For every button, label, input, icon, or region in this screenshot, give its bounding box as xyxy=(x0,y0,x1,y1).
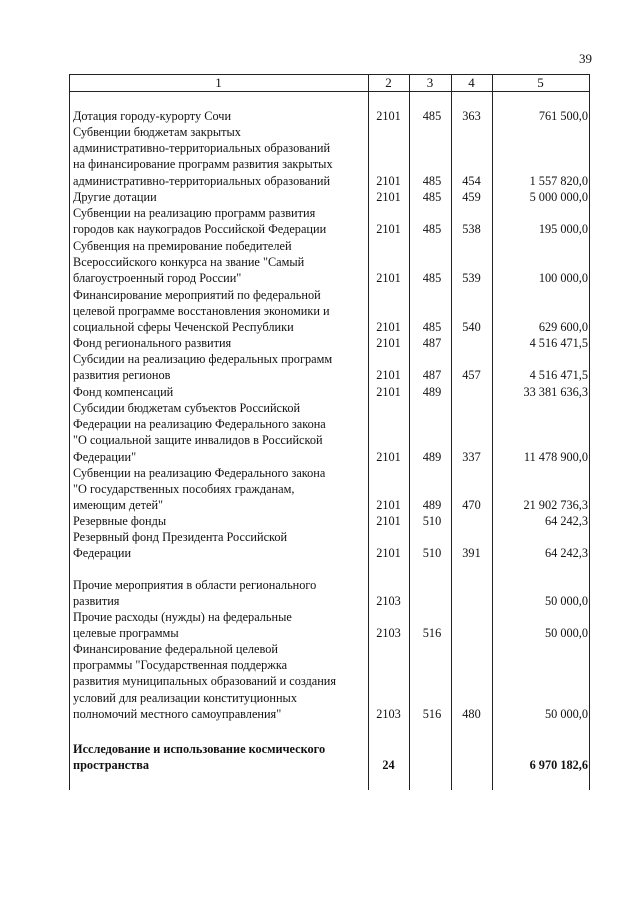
row-target-code: 485 xyxy=(422,108,442,123)
row-section-code: 24 xyxy=(382,758,395,773)
row-target-code: 485 xyxy=(422,271,442,286)
row-section-code: 2101 xyxy=(376,189,401,204)
row-section-code: 2101 xyxy=(376,498,401,513)
row-amount: 761 500,0 xyxy=(538,108,588,123)
row-description: Финансирование федеральной целевой программы "Государственная поддержка развития муниципальных образований и создания условий для реализации конституционных полномочий местного самоуправления" xyxy=(73,642,337,721)
row-expense-code: 539 xyxy=(462,271,481,286)
table-row xyxy=(0,529,640,561)
row-target-code: 489 xyxy=(422,449,442,464)
row-target-code: 485 xyxy=(422,222,442,237)
column-header-4: 4 xyxy=(468,75,475,90)
row-target-code: 487 xyxy=(422,335,442,350)
row-amount: 1 557 820,0 xyxy=(529,173,588,188)
row-target-code: 516 xyxy=(422,626,442,641)
row-section-code: 2101 xyxy=(376,513,401,528)
row-target-code: 510 xyxy=(422,513,442,528)
row-description: Резервные фонды xyxy=(73,514,167,528)
table-row xyxy=(0,351,640,383)
row-description: Прочие расходы (нужды) на федеральные целевые программы xyxy=(73,610,292,641)
row-expense-code: 470 xyxy=(462,498,481,513)
row-amount: 100 000,0 xyxy=(538,271,588,286)
row-target-code: 487 xyxy=(422,368,442,383)
row-amount: 629 600,0 xyxy=(538,320,588,335)
column-header-1: 1 xyxy=(215,75,222,90)
row-description: Исследование и использование космического пространства xyxy=(73,742,326,773)
table-row xyxy=(0,238,640,287)
row-target-code: 485 xyxy=(422,320,442,335)
column-header-2: 2 xyxy=(385,75,392,90)
row-target-code: 510 xyxy=(422,546,442,561)
row-section-code: 2101 xyxy=(376,320,401,335)
row-amount: 21 902 736,3 xyxy=(523,498,588,513)
row-amount: 50 000,0 xyxy=(544,594,588,609)
row-section-code: 2103 xyxy=(376,594,401,609)
row-description: Дотация городу-курорту Сочи xyxy=(73,109,232,123)
row-expense-code: 459 xyxy=(462,189,481,204)
row-description: Субсидии бюджетам субъектов Российской Федерации на реализацию Федерального закона "О социальной защите инвалидов в Российской Федерации" xyxy=(73,401,326,464)
row-section-code: 2103 xyxy=(376,706,401,721)
table-row xyxy=(0,205,640,237)
row-expense-code: 457 xyxy=(462,368,481,383)
row-target-code: 489 xyxy=(422,384,442,399)
row-expense-code: 363 xyxy=(462,108,481,123)
table-row xyxy=(0,108,640,124)
row-amount: 195 000,0 xyxy=(538,222,588,237)
row-section-code: 2101 xyxy=(376,271,401,286)
table-row xyxy=(0,609,640,641)
column-header-5: 5 xyxy=(537,75,544,90)
row-amount: 4 516 471,5 xyxy=(529,335,588,350)
table-row xyxy=(0,384,640,400)
row-description: Другие дотации xyxy=(73,190,157,204)
row-section-code: 2101 xyxy=(376,368,401,383)
table-row xyxy=(0,287,640,336)
row-description: Фонд компенсаций xyxy=(73,385,174,399)
row-section-code: 2103 xyxy=(376,626,401,641)
row-amount: 6 970 182,6 xyxy=(529,758,588,773)
row-section-code: 2101 xyxy=(376,222,401,237)
row-amount: 4 516 471,5 xyxy=(529,368,588,383)
table-row xyxy=(0,335,640,351)
row-target-code: 485 xyxy=(422,189,442,204)
row-section-code: 2101 xyxy=(376,449,401,464)
row-amount: 11 478 900,0 xyxy=(523,449,588,464)
row-section-code: 2101 xyxy=(376,108,401,123)
row-expense-code: 540 xyxy=(462,320,481,335)
table-row xyxy=(0,513,640,529)
row-section-code: 2101 xyxy=(376,173,401,188)
row-description: Субвенции на реализацию программ развития городов как наукоградов Российской Федерации xyxy=(73,206,327,237)
page-number: 39 xyxy=(579,51,592,66)
row-amount: 5 000 000,0 xyxy=(529,189,588,204)
row-section-code: 2101 xyxy=(376,546,401,561)
table-header-border xyxy=(69,91,589,92)
row-amount: 50 000,0 xyxy=(544,626,588,641)
row-section-code: 2101 xyxy=(376,384,401,399)
row-description: Финансирование мероприятий по федеральной целевой программе восстановления экономики и социальной сферы Чеченской Республики xyxy=(73,288,330,335)
table-row xyxy=(0,577,640,609)
row-target-code: 516 xyxy=(422,706,442,721)
row-amount: 33 381 636,3 xyxy=(523,384,588,399)
row-description: Субвенции бюджетам закрытых административно-территориальных образований на финансирование программ развития закрытых административно-территориальных образований xyxy=(73,125,333,188)
row-description: Субвенция на премирование победителей Всероссийского конкурса на звание "Самый благоустроенный город России" xyxy=(73,239,305,286)
table-row xyxy=(0,124,640,189)
row-target-code: 489 xyxy=(422,498,442,513)
row-section-code: 2101 xyxy=(376,335,401,350)
table-row xyxy=(0,400,640,465)
row-expense-code: 454 xyxy=(462,173,481,188)
row-description: Субвенции на реализацию Федерального закона "О государственных пособиях гражданам, имеющим детей" xyxy=(73,466,326,513)
row-amount: 64 242,3 xyxy=(544,513,588,528)
row-expense-code: 337 xyxy=(462,449,481,464)
row-description: Фонд регионального развития xyxy=(73,336,232,350)
row-target-code: 485 xyxy=(422,173,442,188)
row-expense-code: 538 xyxy=(462,222,481,237)
row-amount: 64 242,3 xyxy=(544,546,588,561)
row-description: Прочие мероприятия в области регионального развития xyxy=(73,578,317,609)
row-expense-code: 480 xyxy=(462,706,481,721)
row-amount: 50 000,0 xyxy=(544,706,588,721)
table-row xyxy=(0,465,640,514)
table-row-total xyxy=(0,741,640,773)
row-expense-code: 391 xyxy=(462,546,481,561)
row-description: Субсидии на реализацию федеральных программ развития регионов xyxy=(73,352,333,383)
row-description: Резервный фонд Президента Российской Федерации xyxy=(73,530,288,561)
table-row xyxy=(0,641,640,722)
table-row xyxy=(0,189,640,205)
column-header-3: 3 xyxy=(426,75,434,90)
